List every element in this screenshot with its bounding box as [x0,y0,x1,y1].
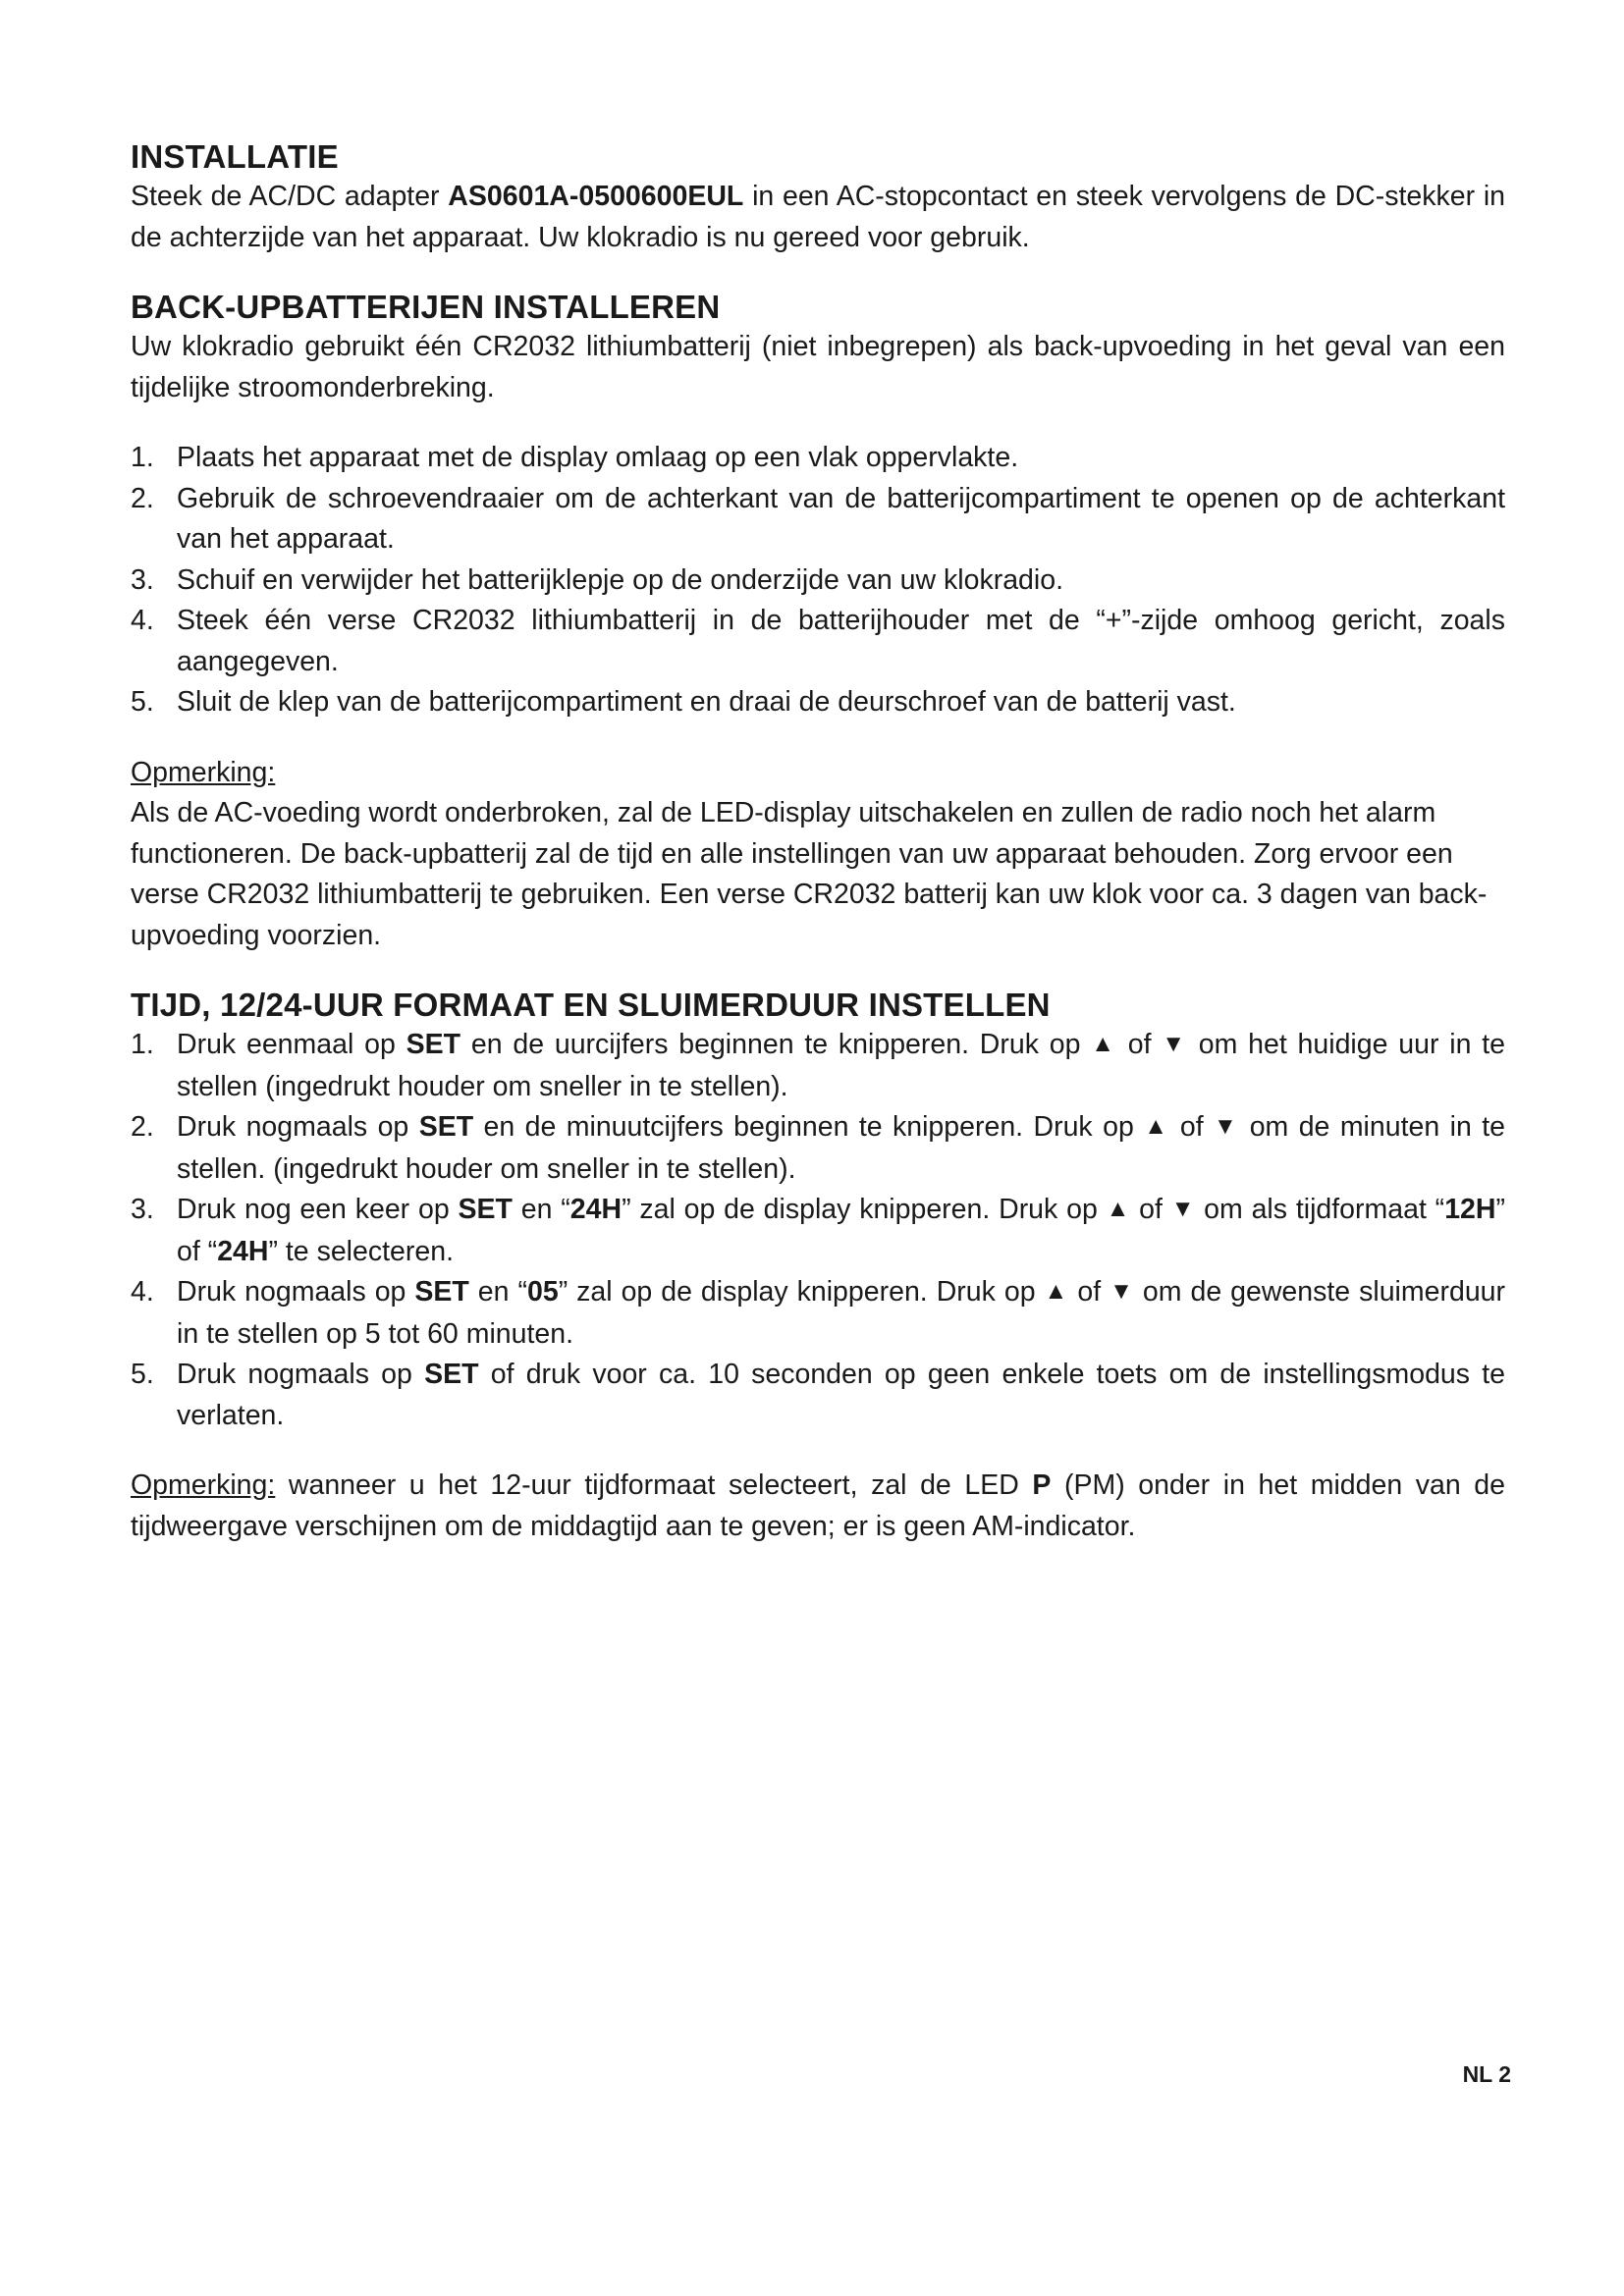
text: om als tijdformaat “ [1195,1194,1445,1225]
backup-note-label [131,753,1505,794]
step-number: 4. [131,605,154,636]
step-text: Steek één verse CR2032 lithiumbatterij in de batterijhouder met de “+”-zijde omhoog gericht, zoals aangegeven. [177,605,1505,677]
text: ” zal op de display knipperen. Druk op [558,1276,1045,1308]
set-key: SET [458,1194,513,1225]
format-12h: 12H [1444,1194,1496,1225]
text: of [1169,1111,1215,1143]
text: om het huidige uur in te stellen (ingedrukt houder om sneller in te stellen). [177,1029,1505,1102]
tijd-steps [131,1025,1505,1436]
section-tijd [131,986,1505,1547]
heading-installatie: INSTALLATIE [131,138,339,175]
text: Steek de AC/DC adapter [131,181,449,212]
section-backup [131,288,1505,956]
step-number: 3. [131,1194,154,1225]
pm-indicator: P [1032,1469,1052,1501]
up-arrow-icon: ▲ [1144,1113,1170,1140]
set-key: SET [418,1111,474,1143]
text: wanneer u het 12-uur tijdformaat selecteert, zal de LED [275,1469,1033,1501]
note-label: Opmerking: [131,1469,276,1501]
text: en de uurcijfers beginnen te knipperen. Druk op [460,1029,1092,1060]
manual-page [131,137,1505,1576]
format-24h: 24H [569,1194,623,1225]
step-text: Sluit de klep van de batterijcompartiment en draai de deurschroef van de batterij vast. [177,686,1236,718]
format-24h: 24H [217,1235,269,1267]
list-item [131,1025,1505,1107]
text: om de minuten in te stellen. (ingedrukt houder om sneller in te stellen). [177,1111,1505,1185]
text: in een AC-stopcontact en steek vervolgens de DC-stekker in de achterzijde van het apparaat. Uw klokradio is nu gereed voor gebruik. [131,181,1505,253]
text: en de minuutcijfers beginnen te knipperen. Druk op [473,1111,1145,1143]
list-item [131,561,1505,602]
text: ” zal op de display knipperen. Druk op [622,1194,1107,1225]
down-arrow-icon: ▼ [1214,1113,1240,1140]
step-number: 5. [131,686,154,718]
step-text: Gebruik de schroevendraaier om de achterkant van de batterijcompartiment te openen op de achterkant van het apparaat. [177,482,1505,555]
note-label: Opmerking: [131,756,276,788]
text: ” te selecteren. [268,1235,454,1267]
list-item [131,1355,1505,1436]
step-number: 5. [131,1359,154,1390]
text: Druk nogmaals op [177,1276,415,1308]
step-number: 2. [131,482,154,514]
text: om de gewenste sluimerduur in te stellen op 5 tot 60 minuten. [177,1276,1506,1350]
text: of [1068,1276,1110,1308]
step-number: 1. [131,442,154,473]
list-item [131,601,1505,682]
step-text: Plaats het apparaat met de display omlaag op een vlak oppervlakte. [177,442,1019,473]
list-item [131,1190,1505,1272]
text: en “ [512,1194,570,1225]
up-arrow-icon: ▲ [1091,1031,1117,1057]
tijd-note [131,1466,1505,1547]
text: Druk nogmaals op [177,1359,425,1390]
step-text: Schuif en verwijder het batterijklepje op de onderzijde van uw klokradio. [177,563,1064,596]
page-number: NL 2 [1462,2061,1511,2087]
adapter-model: AS0601A-0500600EUL [448,181,744,212]
step-number: 3. [131,563,154,596]
down-arrow-icon: ▼ [1162,1031,1188,1057]
set-key: SET [414,1276,469,1308]
heading-backup: BACK-UPBATTERIJEN INSTALLEREN [131,289,721,325]
step-number: 4. [131,1276,154,1308]
backup-intro: Uw klokradio gebruikt één CR2032 lithiumbatterij (niet inbegrepen) als back-upvoeding in het geval van een tijdelijke stroomonderbreking. [131,331,1505,403]
backup-note-text: Als de AC-voeding wordt onderbroken, zal de LED-display uitschakelen en zullen de radio noch het alarm functioneren. De back-upbatterij zal de tijd en alle instellingen van uw apparaat behouden. Zorg ervoor een verse CR2032 lithiumbatterij te gebruiken. Een verse CR2032 batterij kan uw klok voor ca. 3 dagen van back-upvoeding voorzien. [131,797,1488,951]
up-arrow-icon: ▲ [1044,1278,1069,1305]
text: (PM) onder in het midden van de tijdweergave verschijnen om de middagtijd aan te geven; er is geen AM-indicator. [131,1469,1505,1542]
list-item [131,438,1505,479]
text: of [1130,1194,1171,1225]
step-number: 1. [131,1029,154,1060]
up-arrow-icon: ▲ [1106,1196,1131,1222]
list-item [131,682,1505,723]
down-arrow-icon: ▼ [1170,1196,1196,1222]
text: Druk nogmaals op [177,1111,419,1143]
text: of druk voor ca. 10 seconden op geen enkele toets om de instellingsmodus te verlaten. [177,1359,1506,1431]
installatie-paragraph [131,177,1505,258]
list-item [131,479,1505,561]
section-installatie [131,137,1505,258]
text: of [1116,1029,1163,1060]
heading-tijd: TIJD, 12/24-UUR FORMAAT EN SLUIMERDUUR INSTELLEN [131,987,1051,1023]
list-item [131,1107,1505,1190]
set-key: SET [424,1359,479,1390]
text: Druk nog een keer op [177,1194,459,1225]
step-number: 2. [131,1111,154,1143]
list-item [131,1272,1505,1355]
text: Druk eenmaal op [177,1029,406,1060]
set-key: SET [406,1029,461,1060]
text: ” of “ [177,1194,1505,1267]
text: en “ [468,1276,527,1308]
snooze-value: 05 [526,1276,559,1308]
backup-steps [131,438,1505,723]
down-arrow-icon: ▼ [1110,1278,1134,1305]
